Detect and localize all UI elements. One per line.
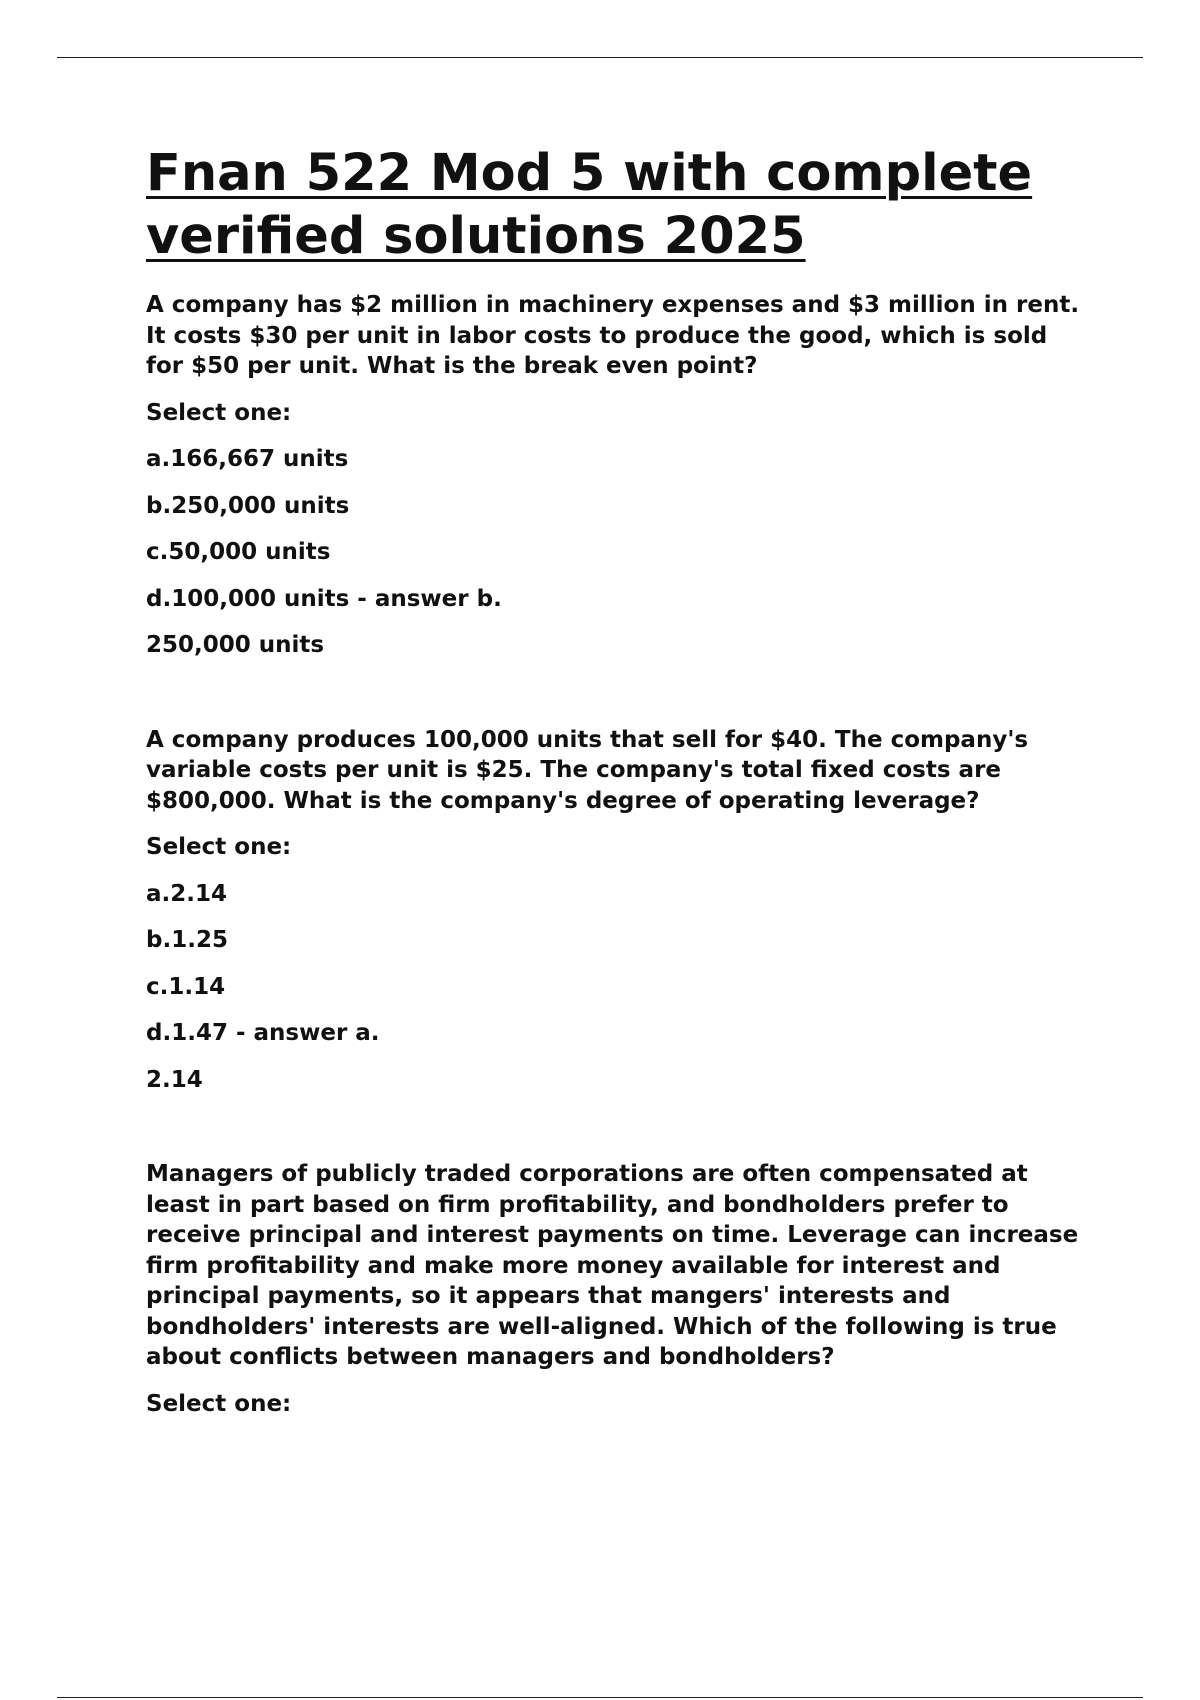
select-one-label: Select one:: [146, 399, 292, 426]
question-1: [146, 290, 1086, 660]
option-a: a.2.14: [146, 880, 228, 907]
question-3: [146, 1159, 1086, 1419]
bottom-divider: [57, 1697, 1143, 1698]
select-one-label: Select one:: [146, 834, 292, 860]
select-one-label: Select one:: [146, 1390, 292, 1417]
top-divider: [57, 57, 1143, 58]
document-title: Fnan 522 Mod 5 with complete verified solutions 2025: [146, 144, 1033, 266]
question-prompt: Managers of publicly traded corporations are often compensated at least in part based on firm profitability, and bondholders prefer to receive principal and interest payments on time. Leverage can increase firm profitability and make more money available for interest and principal payments, so it appears that mangers' interests and bondholders' interests are well-aligned. Which of the following is true about conflicts between managers and bondholders?: [146, 1161, 1079, 1370]
spacer: [146, 677, 1086, 725]
option-b: b.250,000 units: [146, 492, 350, 519]
option-d: d.1.47 - answer a.: [146, 1020, 380, 1046]
option-b: b.1.25: [146, 927, 228, 953]
spacer: [146, 1111, 1086, 1159]
option-c: c.1.14: [146, 973, 226, 1000]
option-a: a.166,667 units: [146, 446, 349, 472]
question-prompt: A company has $2 million in machinery expenses and $3 million in rent. It costs $30 per unit in labor costs to produce the good, which is sold for $50 per unit. What is the break even point?: [146, 292, 1080, 379]
question-2: [146, 725, 1086, 1095]
option-d: d.100,000 units - answer b.: [146, 585, 502, 612]
answer-text: 250,000 units: [146, 632, 325, 658]
option-c: c.50,000 units: [146, 539, 331, 565]
answer-text: 2.14: [146, 1066, 203, 1093]
question-prompt: A company produces 100,000 units that sell for $40. The company's variable costs per unit is $25. The company's total fixed costs are $800,000. What is the company's degree of operating leverage?: [146, 726, 1029, 814]
document-body: [146, 142, 1086, 1435]
